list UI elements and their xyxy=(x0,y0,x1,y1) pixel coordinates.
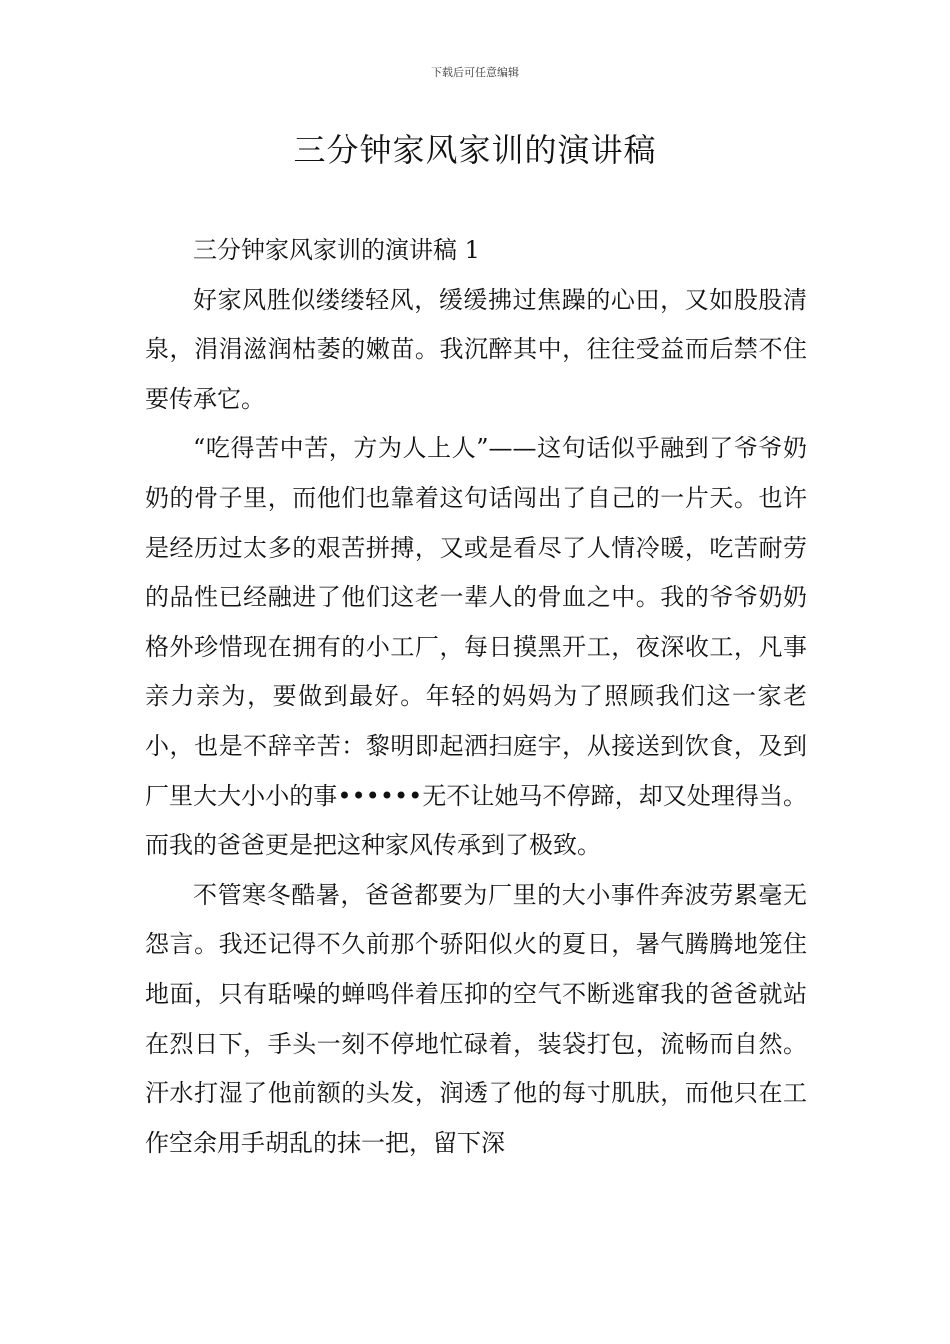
document-body xyxy=(145,226,807,1168)
section-subtitle: 三分钟家风家训的演讲稿 1 xyxy=(193,236,480,264)
paragraph-3: 不管寒冬酷暑，爸爸都要为厂里的大小事件奔波劳累毫无怨言。我还记得不久前那个骄阳似火的夏日，暑气腾腾地笼住地面，只有聒噪的蝉鸣伴着压抑的空气不断逃窜我的爸爸就站在烈日下，手头一刻不停地忙碌着，装袋打包，流畅而自然。汗水打湿了他前额的头发，润透了他的每寸肌肤，而他只在工作空余用手胡乱的抹一把，留下深 xyxy=(145,880,807,1157)
header-note: 下载后可任意编辑 xyxy=(431,66,519,79)
paragraph-1: 好家风胜似缕缕轻风，缓缓拂过焦躁的心田，又如股股清泉，涓涓滋润枯萎的嫩苗。我沉醉其中，往往受益而后禁不住要传承它。 xyxy=(145,285,807,413)
document-title: 三分钟家风家训的演讲稿 xyxy=(293,131,657,169)
paragraph-2: “吃得苦中苦，方为人上人”——这句话似乎融到了爷爷奶奶的骨子里，而他们也靠着这句话闯出了自己的一片天。也许是经历过太多的艰苦拼搏，又或是看尽了人情冷暖，吃苦耐劳的品性已经融进了他们这老一辈人的骨血之中。我的爷爷奶奶格外珍惜现在拥有的小工厂，每日摸黑开工，夜深收工，凡事亲力亲为，要做到最好。年轻的妈妈为了照顾我们这一家老小，也是不辞辛苦：黎明即起洒扫庭宇，从接送到饮食，及到厂里大大小小的事••••••无不让她马不停蹄，却又处理得当。而我的爸爸更是把这种家风传承到了极致。 xyxy=(145,434,807,860)
